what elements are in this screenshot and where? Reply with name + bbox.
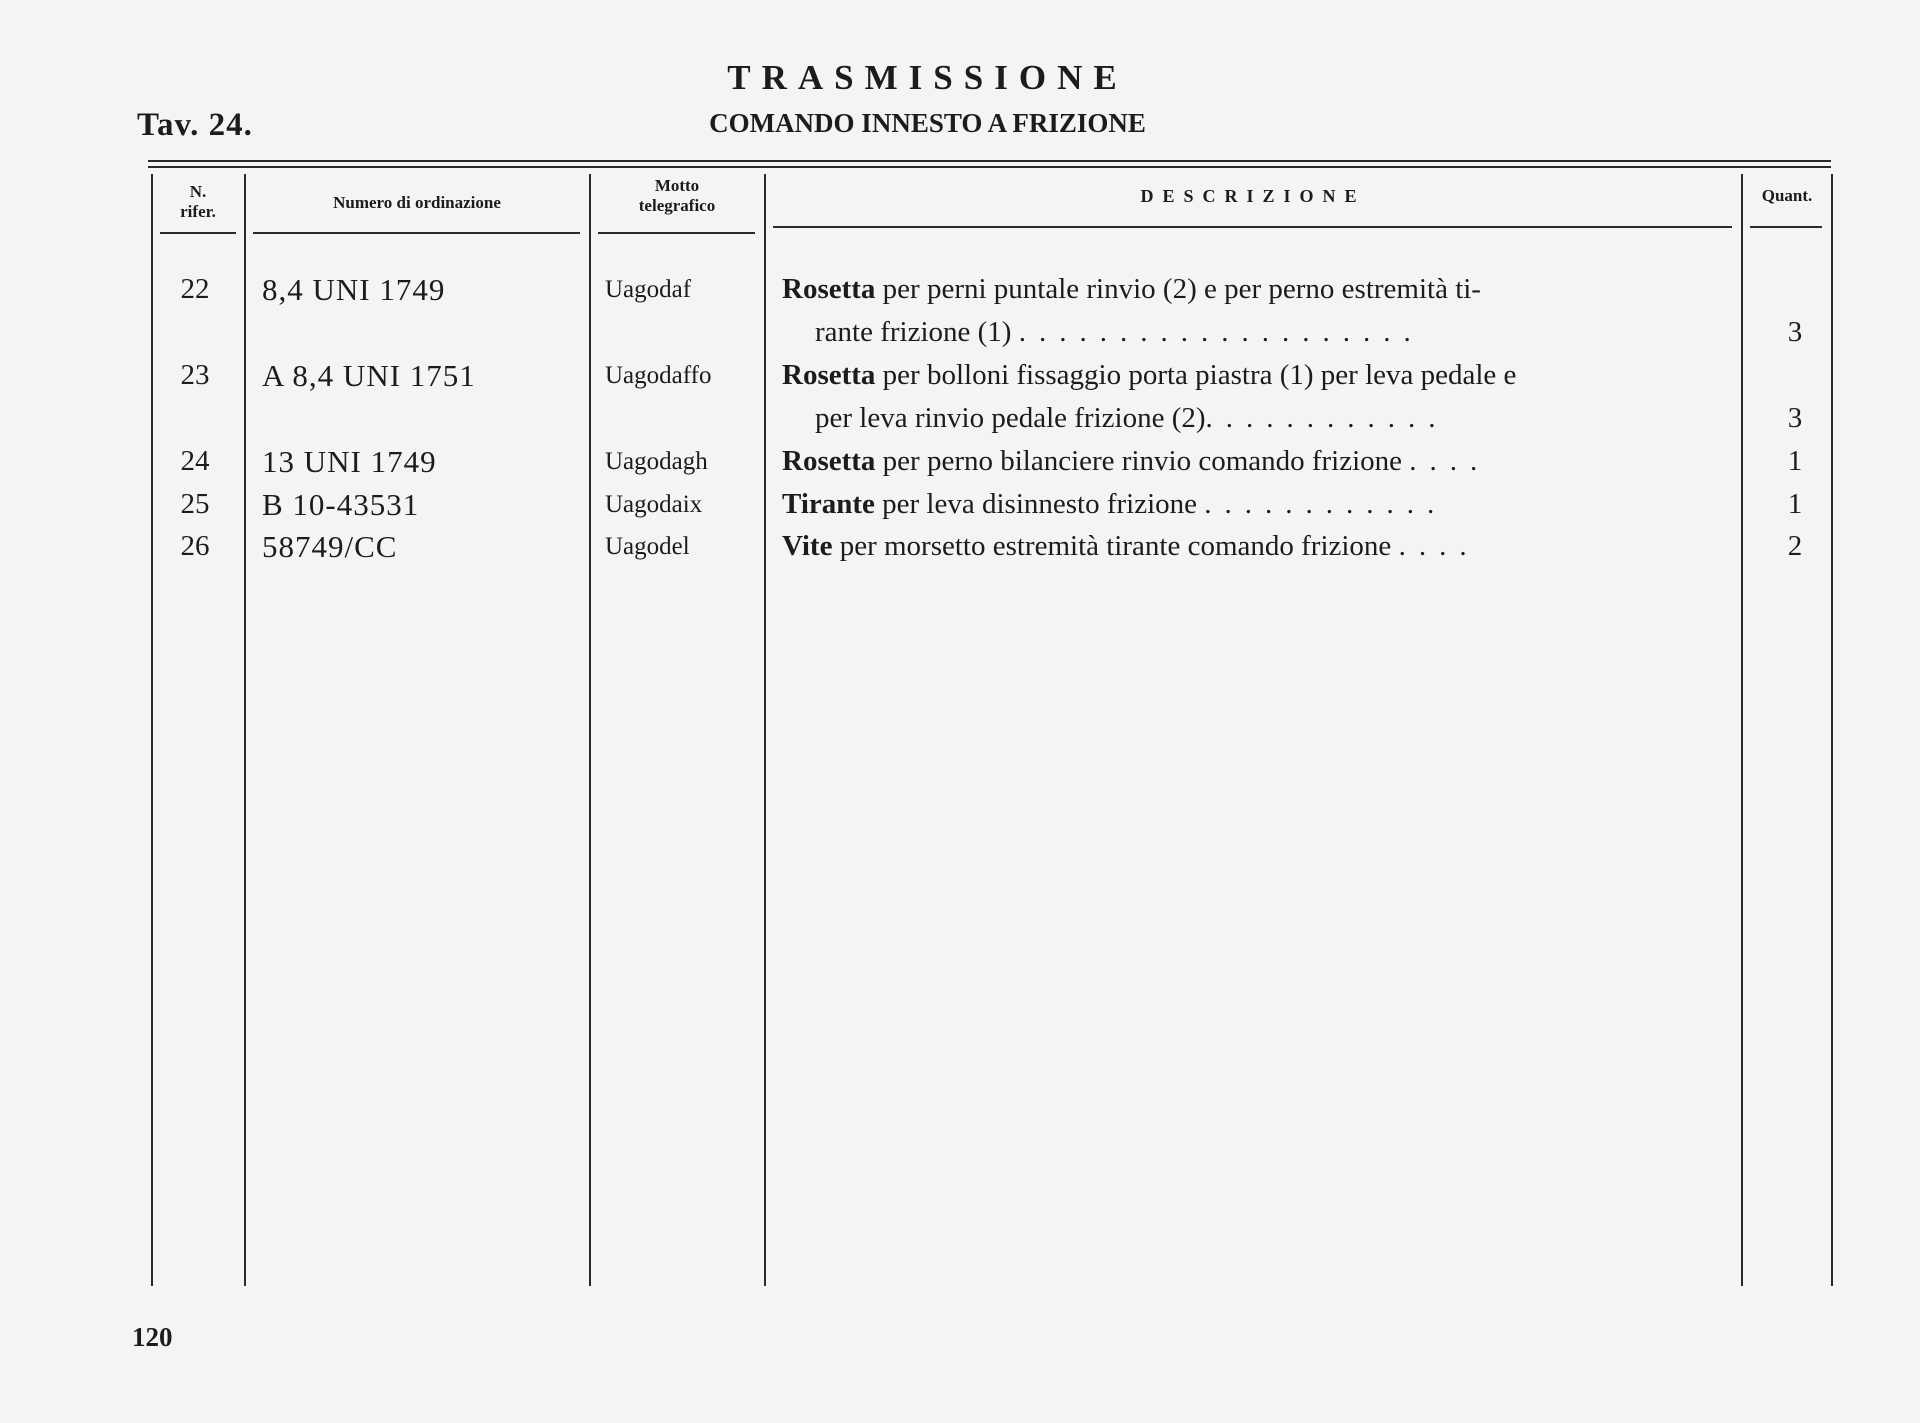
column-header-quantity: Quant. [1761, 186, 1813, 205]
dot-leader: .................... [1018, 316, 1424, 348]
order-number: 13 UNI 1749 [262, 444, 437, 479]
table-row [0, 354, 1920, 440]
telegraphic-code: Uagodaf [605, 276, 692, 303]
page-subtitle: COMANDO INNESTO A FRIZIONE [709, 108, 1146, 138]
order-number: 58749/CC [262, 529, 398, 564]
page-title: TRASMISSIONE [727, 58, 1128, 97]
quantity: 3 [1787, 316, 1803, 348]
ref-number: 26 [180, 530, 210, 562]
ref-number: 24 [180, 445, 210, 477]
top-rule-inner [148, 166, 1831, 168]
part-name: Rosetta [782, 445, 876, 477]
header-underline [1750, 226, 1822, 228]
description: Tirante per leva disinnesto frizione ............ [782, 483, 1722, 526]
column-header-ref: N. rifer. [180, 182, 216, 221]
telegraphic-code: Uagodagh [605, 448, 708, 475]
part-name: Tirante [782, 488, 875, 520]
column-header-motto: Motto telegrafico [638, 176, 716, 215]
part-name: Rosetta [782, 273, 876, 305]
header-underline [160, 232, 236, 234]
part-name: Vite [782, 530, 833, 562]
table-number: Tav. 24. [137, 107, 253, 143]
dot-leader: .... [1409, 445, 1491, 477]
table-row [0, 525, 1920, 611]
header-underline [253, 232, 580, 234]
order-number: 8,4 UNI 1749 [262, 272, 446, 307]
quantity: 3 [1787, 402, 1803, 434]
quantity: 1 [1787, 488, 1803, 520]
order-number: A 8,4 UNI 1751 [262, 358, 476, 393]
telegraphic-code: Uagodel [605, 533, 690, 560]
table-row [0, 268, 1920, 354]
column-header-description: DESCRIZIONE [1140, 186, 1366, 206]
page-number: 120 [132, 1322, 173, 1352]
column-header-number: Numero di ordinazione [333, 193, 501, 212]
quantity: 2 [1787, 530, 1803, 562]
order-number: B 10-43531 [262, 487, 420, 522]
ref-number: 23 [180, 359, 210, 391]
quantity: 1 [1787, 445, 1803, 477]
telegraphic-code: Uagodaffo [605, 362, 712, 389]
ref-number: 22 [180, 273, 210, 305]
telegraphic-code: Uagodaix [605, 491, 703, 518]
part-name: Rosetta [782, 359, 876, 391]
dot-leader: ............ [1204, 488, 1448, 520]
ref-number: 25 [180, 488, 210, 520]
description: Rosetta per bolloni fissaggio porta piastra (1) per leva pedale e per leva rinvio pedale frizione (2)............ [782, 354, 1722, 397]
header-underline [598, 232, 755, 234]
description: Rosetta per perni puntale rinvio (2) e per perno estremità ti- rante frizione (1) .................... [782, 268, 1722, 311]
dot-leader: ............ [1205, 402, 1449, 434]
header-underline [773, 226, 1732, 228]
dot-leader: .... [1398, 530, 1480, 562]
top-rule [148, 160, 1831, 162]
description: Vite per morsetto estremità tirante comando frizione .... [782, 525, 1722, 568]
description: Rosetta per perno bilanciere rinvio comando frizione .... [782, 440, 1722, 483]
